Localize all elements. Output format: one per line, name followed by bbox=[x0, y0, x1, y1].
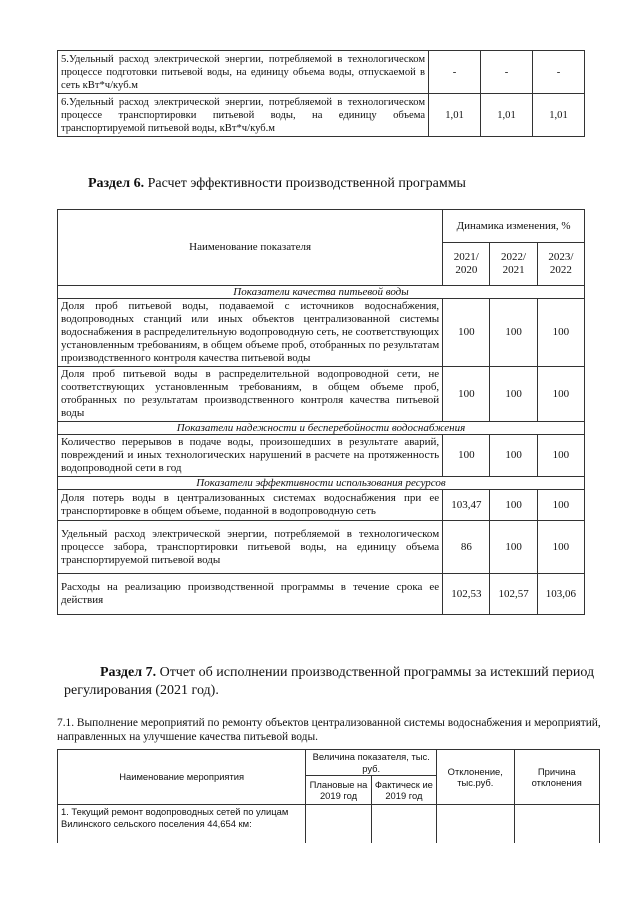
indicator-value: 86 bbox=[443, 521, 490, 574]
indicator-value: 1,01 bbox=[533, 94, 585, 137]
section-6-label: Раздел 6. bbox=[88, 176, 145, 191]
column-header-value: Величина показателя, тыс. руб. bbox=[306, 750, 437, 776]
table-row bbox=[58, 521, 585, 574]
group-title: Показатели эффективности использования ресурсов bbox=[58, 477, 585, 490]
column-header-year: 2023/ 2022 bbox=[537, 243, 584, 286]
column-header-measure: Наименование мероприятия bbox=[58, 750, 306, 805]
indicator-value: 100 bbox=[537, 435, 584, 477]
indicator-value: - bbox=[429, 51, 481, 94]
column-header-reason: Причина отклонения bbox=[514, 750, 600, 805]
paragraph-7-1: 7.1. Выполнение мероприятий по ремонту объектов централизованной системы водоснабжения и мероприятий, направленных на улучшение качества питьевой воды. bbox=[57, 717, 601, 743]
table-row bbox=[58, 51, 585, 94]
indicator-value: - bbox=[533, 51, 585, 94]
fact-cell bbox=[371, 805, 436, 844]
indicator-value: 100 bbox=[490, 435, 537, 477]
table-row bbox=[58, 805, 600, 844]
indicator-value: 1,01 bbox=[429, 94, 481, 137]
indicator-name: Удельный расход электрической энергии, потребляемой в технологическом процессе забора, транспортировки питьевой воды, на единицу объема транспортируемой питьевой воды bbox=[58, 521, 443, 574]
group-title: Показатели качества питьевой воды bbox=[58, 286, 585, 299]
indicator-value: - bbox=[481, 51, 533, 94]
indicator-value: 100 bbox=[443, 367, 490, 422]
indicator-value: 102,53 bbox=[443, 574, 490, 615]
indicator-value: 100 bbox=[537, 299, 584, 367]
column-header-plan: Плановые на 2019 год bbox=[306, 776, 371, 805]
indicator-value: 100 bbox=[443, 435, 490, 477]
indicator-name: Доля проб питьевой воды, подаваемой с источников водоснабжения, водопроводных станций или иных объектов централизованной системы водоснабжения в распределительную водопроводную сеть, не соответствующих установленным требованиям, в общем объеме проб, отобранных по результатам производственного контроля качества питьевой воды bbox=[58, 299, 443, 367]
indicator-name: 5.Удельный расход электрической энергии, потребляемой в технологическом процессе подготовки питьевой воды, на единицу объема воды, отпускаемой в сеть кВт*ч/куб.м bbox=[58, 51, 429, 94]
table-row bbox=[58, 574, 585, 615]
column-header-fact: Фактическ ие 2019 год bbox=[371, 776, 436, 805]
section-7-title: Отчет об исполнении производственной программы за истекший период регулирования (2021 год). bbox=[64, 665, 595, 698]
plan-cell bbox=[306, 805, 371, 844]
section-7-label: Раздел 7. bbox=[100, 665, 157, 680]
indicator-value: 100 bbox=[537, 367, 584, 422]
indicator-name: Количество перерывов в подаче воды, произошедших в результате аварий, повреждений и иных технологических нарушений в расчете на протяженность водопроводной сети в год bbox=[58, 435, 443, 477]
column-header-dynamics: Динамика изменения, % bbox=[443, 210, 585, 243]
column-header-year: 2021/ 2020 bbox=[443, 243, 490, 286]
indicator-value: 1,01 bbox=[481, 94, 533, 137]
indicator-name: Доля потерь воды в централизованных системах водоснабжения при ее транспортировке в общем объеме, поданной в водопроводную сеть bbox=[58, 490, 443, 521]
table-row bbox=[58, 299, 585, 367]
column-header-year: 2022/ 2021 bbox=[490, 243, 537, 286]
table-row bbox=[58, 94, 585, 137]
indicator-value: 103,47 bbox=[443, 490, 490, 521]
indicator-value: 100 bbox=[490, 490, 537, 521]
measure-name: 1. Текущий ремонт водопроводных сетей по улицам Вилинского сельского поселения 44,654 км: bbox=[58, 805, 306, 844]
measures-table bbox=[57, 749, 600, 843]
efficiency-table bbox=[57, 209, 585, 615]
indicator-value: 100 bbox=[490, 299, 537, 367]
section-7-heading bbox=[64, 664, 604, 700]
indicator-name: 6.Удельный расход электрической энергии, потребляемой в технологическом процессе транспортировки питьевой воды, на единицу объема транспортируемой питьевой воды, кВт*ч/куб.м bbox=[58, 94, 429, 137]
deviation-cell bbox=[437, 805, 514, 844]
table-row bbox=[58, 435, 585, 477]
indicator-value: 100 bbox=[443, 299, 490, 367]
column-header-deviation: Отклонение, тыс.руб. bbox=[437, 750, 514, 805]
group-title: Показатели надежности и бесперебойности водоснабжения bbox=[58, 422, 585, 435]
indicator-value: 103,06 bbox=[537, 574, 584, 615]
indicator-name: Расходы на реализацию производственной программы в течение срока ее действия bbox=[58, 574, 443, 615]
table-row bbox=[58, 367, 585, 422]
indicator-value: 100 bbox=[537, 521, 584, 574]
column-header-name: Наименование показателя bbox=[58, 210, 443, 286]
table-row bbox=[58, 490, 585, 521]
section-6-heading bbox=[88, 176, 466, 192]
indicator-name: Доля проб питьевой воды в распределительной водопроводной сети, не соответствующих установленным требованиям, в общем объеме проб, отобранных по результатам производственного контроля качества питьевой воды bbox=[58, 367, 443, 422]
indicators-table-continued bbox=[57, 50, 585, 137]
indicator-value: 102,57 bbox=[490, 574, 537, 615]
indicator-value: 100 bbox=[490, 521, 537, 574]
indicator-value: 100 bbox=[537, 490, 584, 521]
reason-cell bbox=[514, 805, 600, 844]
section-6-title: Расчет эффективности производственной программы bbox=[147, 176, 466, 191]
indicator-value: 100 bbox=[490, 367, 537, 422]
